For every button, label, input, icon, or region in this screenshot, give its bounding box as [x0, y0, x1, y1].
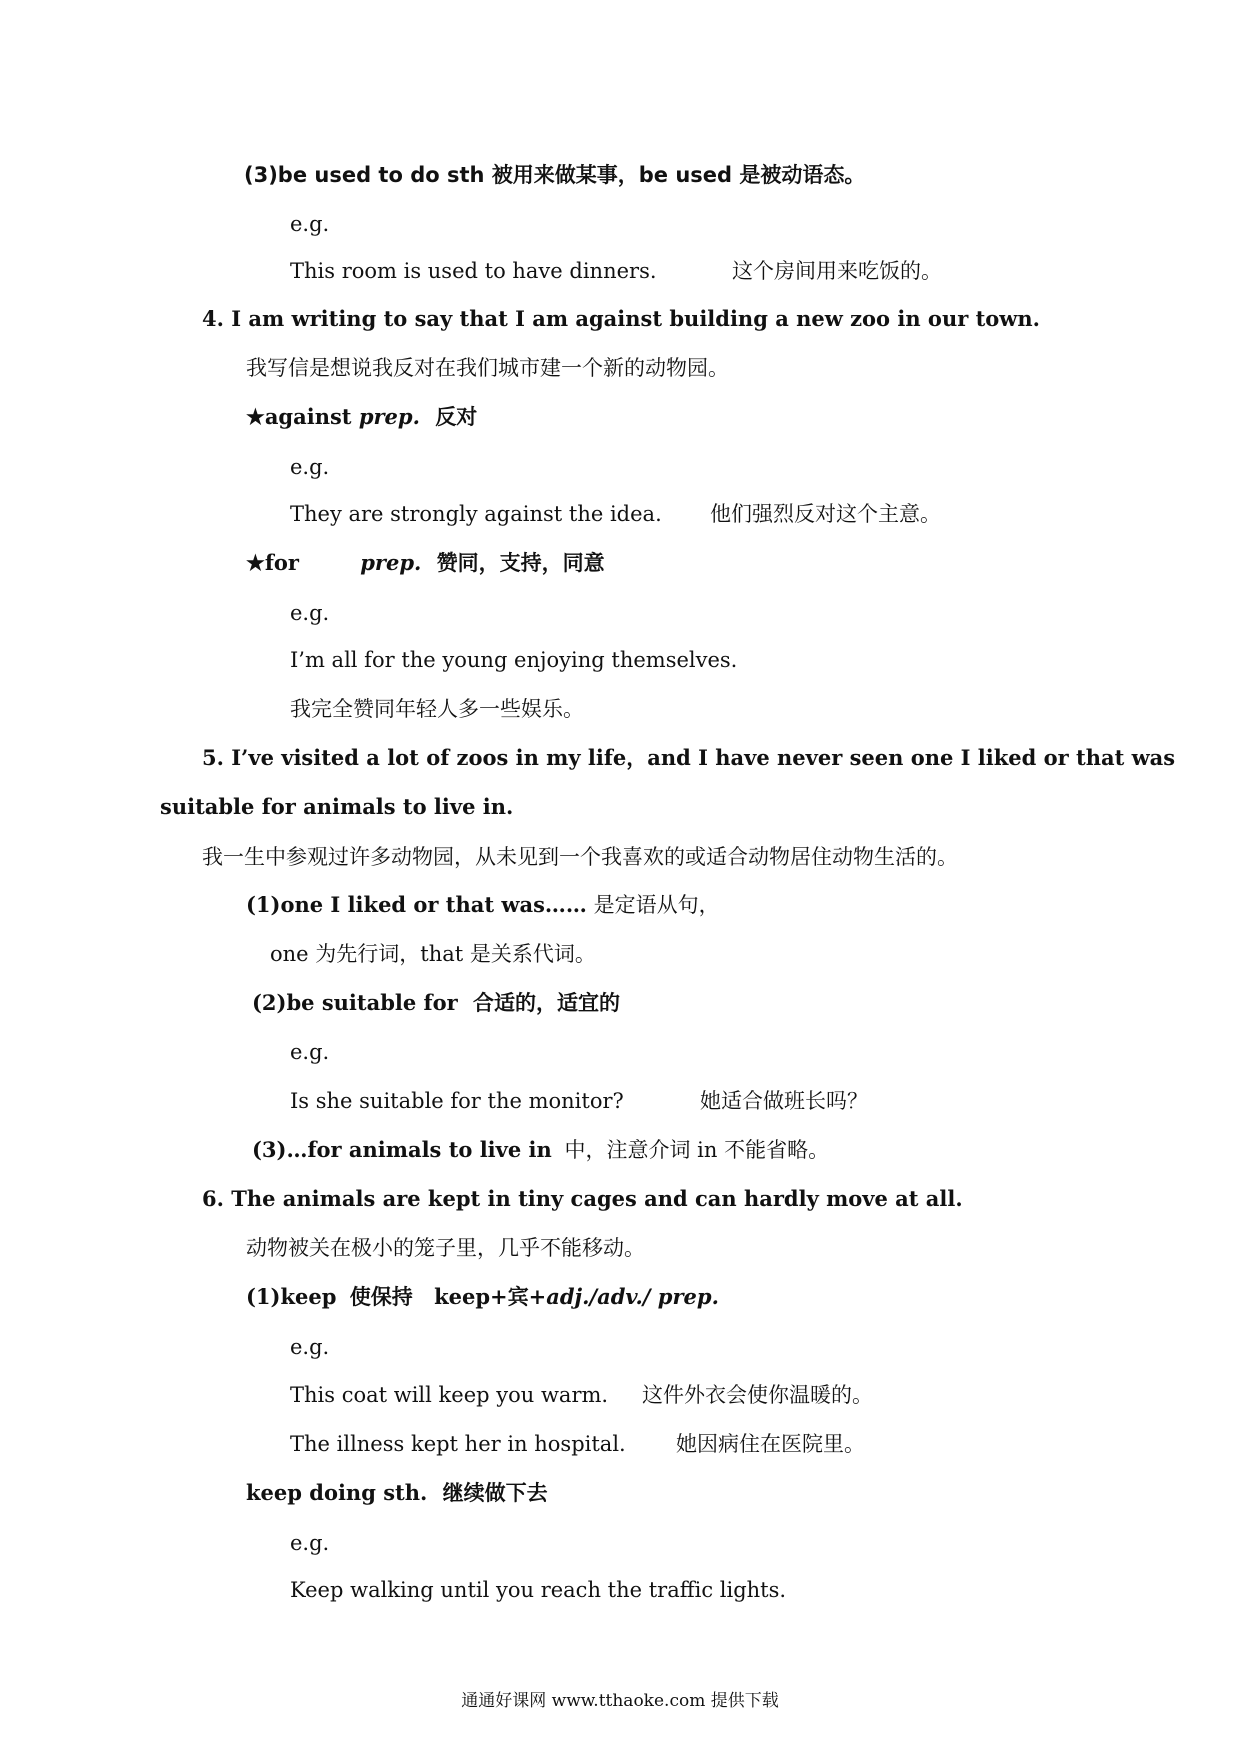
example-english: They are strongly against the idea.	[290, 502, 662, 526]
note-pattern: keep+宾+	[434, 1284, 547, 1309]
example-sentence	[290, 499, 941, 529]
example-label: e.g.	[290, 1531, 330, 1555]
sentence-4-translation: 我写信是想说我反对在我们城市建一个新的动物园。	[246, 356, 729, 380]
note-pattern-pos: adj./adv./ prep.	[546, 1284, 719, 1309]
example-label: e.g.	[290, 1335, 330, 1359]
sentence-6-translation: 动物被关在极小的笼子里，几乎不能移动。	[246, 1236, 645, 1260]
note-keep	[246, 1282, 719, 1312]
example-sentence	[290, 1429, 865, 1459]
note-be-suitable-for	[252, 988, 620, 1018]
vocab-meaning: 赞同，支持，同意	[436, 551, 605, 575]
example-chinese: 她因病住在医院里。	[676, 1432, 865, 1456]
vocab-pos: prep.	[360, 550, 422, 575]
sentence-5-translation: 我一生中参观过许多动物园，从未见到一个我喜欢的或适合动物居住动物生活的。	[202, 845, 958, 869]
example-chinese: 他们强烈反对这个主意。	[710, 502, 941, 526]
example-sentence	[290, 256, 942, 286]
vocab-meaning: 反对	[435, 405, 478, 429]
page-footer: 通通好课网 www.tthaoke.com 提供下载	[461, 1691, 779, 1711]
vocab-for	[246, 548, 605, 578]
example-label: e.g.	[290, 212, 330, 236]
note-phrase: (1)keep	[246, 1284, 337, 1309]
example-sentence: Keep walking until you reach the traffic lights.	[290, 1578, 787, 1602]
example-chinese: 这个房间用来吃饭的。	[732, 259, 942, 283]
note-phrase: keep doing sth.	[246, 1480, 428, 1505]
note-phrase: (3)…for animals to live in	[252, 1137, 552, 1162]
vocab-pos: prep.	[358, 404, 420, 429]
example-english: Is she suitable for the monitor?	[290, 1089, 624, 1113]
example-sentence	[290, 1380, 873, 1410]
example-label: e.g.	[290, 601, 330, 625]
sentence-6: 6. The animals are kept in tiny cages and can hardly move at all.	[202, 1186, 963, 1211]
note-keep-doing	[246, 1478, 548, 1508]
note-live-in	[252, 1135, 829, 1165]
note-relative-clause	[246, 890, 720, 920]
example-translation: 我完全赞同年轻人多一些娱乐。	[290, 697, 584, 721]
example-label: e.g.	[290, 1040, 330, 1064]
vocab-against	[246, 402, 477, 432]
note-antecedent: one 为先行词，that 是关系代词。	[270, 942, 596, 966]
sentence-4: 4. I am writing to say that I am against building a new zoo in our town.	[202, 306, 1040, 331]
example-chinese: 这件外衣会使你温暖的。	[642, 1383, 873, 1407]
note-phrase: (1)one I liked or that was……	[246, 892, 587, 917]
note-meaning: 继续做下去	[442, 1481, 548, 1505]
note-text: (3)be used to do sth 被用来做某事，be used 是被动语态。	[244, 163, 866, 187]
note-explanation: 中，注意介词 in 不能省略。	[564, 1138, 830, 1162]
example-sentence	[290, 1086, 868, 1116]
example-sentence: I’m all for the young enjoying themselves.	[290, 648, 738, 672]
note-be-used-to-do	[244, 160, 865, 190]
sentence-5-line-2: suitable for animals to live in.	[160, 794, 514, 819]
vocab-word: ★for	[246, 550, 299, 575]
note-meaning: 使保持	[349, 1285, 413, 1309]
example-label: e.g.	[290, 455, 330, 479]
sentence-5-line-1: 5. I’ve visited a lot of zoos in my life，and I have never seen one I liked or that was	[202, 745, 1176, 770]
example-chinese: 她适合做班长吗？	[700, 1089, 868, 1113]
example-english: This room is used to have dinners.	[290, 259, 657, 283]
example-english: This coat will keep you warm.	[290, 1383, 609, 1407]
example-english: The illness kept her in hospital.	[290, 1432, 626, 1456]
note-phrase: (2)be suitable for	[252, 990, 458, 1015]
vocab-word: ★against	[246, 404, 352, 429]
note-explanation: 是定语从句，	[593, 893, 720, 917]
note-meaning: 合适的，适宜的	[472, 991, 620, 1015]
